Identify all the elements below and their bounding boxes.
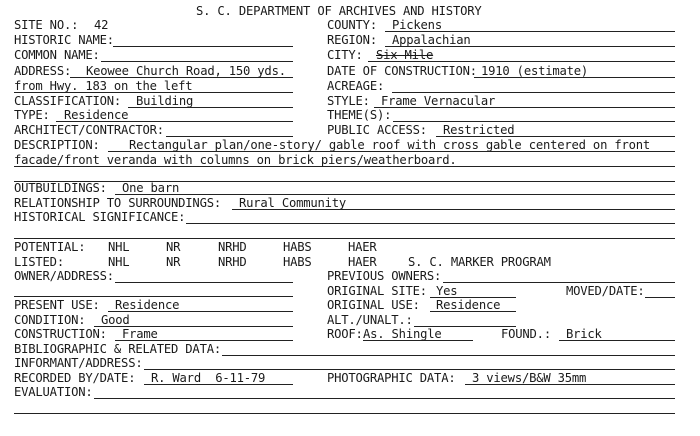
- present-use-line: [108, 311, 293, 312]
- biblio-line: [222, 355, 675, 356]
- roof-value: As. Shingle: [363, 327, 442, 341]
- region-line: [385, 46, 675, 47]
- themes-label: THEME(S):: [327, 108, 392, 122]
- county-label: COUNTY:: [327, 18, 377, 32]
- original-site-label: ORIGINAL SITE:: [327, 284, 427, 298]
- address-value-2: from Hwy. 183 on the left: [14, 79, 193, 93]
- evaluation-line-1: [94, 398, 675, 399]
- potential-nr: NR: [166, 240, 181, 254]
- acreage-line: [392, 92, 675, 93]
- type-line: [56, 121, 293, 122]
- previous-owners-line: [443, 282, 675, 283]
- address-label: ADDRESS:: [14, 64, 72, 78]
- potential-haer: HAER: [348, 240, 377, 254]
- condition-value: Good: [101, 313, 130, 327]
- moved-label: MOVED/DATE:: [566, 284, 645, 298]
- address-value-1: Keowee Church Road, 150 yds.: [86, 64, 286, 78]
- acreage-label: ACREAGE:: [327, 79, 385, 93]
- historic-name-line: [113, 46, 293, 47]
- public-access-label: PUBLIC ACCESS:: [327, 123, 427, 137]
- original-use-value: Residence: [436, 298, 501, 312]
- region-label: REGION:: [327, 33, 377, 47]
- date-line: [474, 77, 675, 78]
- address-line-1: [70, 77, 293, 78]
- construction-value: Frame: [122, 327, 158, 341]
- recorded-line: [144, 384, 293, 385]
- construction-label: CONSTRUCTION:: [14, 327, 107, 341]
- description-rule-1: [108, 151, 675, 152]
- surroundings-line: [232, 209, 675, 210]
- previous-owners-label: PREVIOUS OWNERS:: [327, 269, 442, 283]
- construction-line: [115, 340, 293, 341]
- style-line: [374, 107, 675, 108]
- recorded-value: R. Ward 6-11-79: [151, 371, 266, 385]
- alt-label: ALT./UNALT.:: [327, 313, 413, 327]
- outbuildings-line: [115, 194, 675, 195]
- classification-value: Building: [136, 94, 194, 108]
- city-line: [368, 61, 675, 62]
- historic-name-label: HISTORIC NAME:: [14, 33, 114, 47]
- description-rule-2: [14, 166, 675, 167]
- photo-line: [465, 384, 675, 385]
- outbuildings-value: One barn: [122, 181, 180, 195]
- common-name-line: [101, 61, 293, 62]
- date-label: DATE OF CONSTRUCTION:: [327, 64, 477, 78]
- description-rule-3: [14, 181, 675, 182]
- listed-habs: HABS: [283, 255, 312, 269]
- recorded-label: RECORDED BY/DATE:: [14, 371, 136, 385]
- photo-label: PHOTOGRAPHIC DATA:: [327, 371, 456, 385]
- significance-rule-2: [14, 238, 675, 239]
- found-label: FOUND.:: [501, 327, 551, 341]
- county-line: [385, 31, 675, 32]
- style-value: Frame Vernacular: [381, 94, 496, 108]
- classification-line: [128, 107, 293, 108]
- significance-line: [186, 223, 675, 224]
- description-label: DESCRIPTION:: [14, 138, 100, 152]
- potential-nrhd: NRHD: [218, 240, 247, 254]
- owner-line-2: [14, 296, 293, 297]
- outbuildings-label: OUTBUILDINGS:: [14, 181, 107, 195]
- public-access-value: Restricted: [443, 123, 515, 137]
- architect-line: [166, 136, 293, 137]
- owner-line-1: [115, 282, 293, 283]
- original-site-value: Yes: [436, 284, 458, 298]
- found-line: [559, 340, 675, 341]
- surroundings-label: RELATIONSHIP TO SURROUNDINGS:: [14, 196, 221, 210]
- architect-label: ARCHITECT/CONTRACTOR:: [14, 123, 164, 137]
- description-line-1: Rectangular plan/one-story/ gable roof with cross gable centered on front: [129, 138, 651, 152]
- present-use-value: Residence: [115, 298, 180, 312]
- city-label: CITY:: [327, 48, 363, 62]
- public-access-line: [436, 136, 675, 137]
- listed-nr: NR: [166, 255, 181, 269]
- roof-line: [363, 340, 473, 341]
- type-value: Residence: [64, 108, 129, 122]
- original-use-line: [430, 311, 516, 312]
- listed-nhl: NHL: [108, 255, 130, 269]
- city-value: Six Mile: [376, 48, 434, 62]
- listed-label: LISTED:: [14, 255, 64, 269]
- moved-line: [645, 297, 675, 298]
- marker-program: S. C. MARKER PROGRAM: [408, 255, 551, 269]
- photo-value: 3 views/B&W 35mm: [472, 371, 587, 385]
- address-line-2: [14, 92, 293, 93]
- biblio-label: BIBLIOGRAPHIC & RELATED DATA:: [14, 342, 221, 356]
- evaluation-line-2: [14, 413, 675, 414]
- potential-habs: HABS: [283, 240, 312, 254]
- found-value: Brick: [566, 327, 602, 341]
- evaluation-label: EVALUATION:: [14, 385, 93, 399]
- region-value: Appalachian: [392, 33, 471, 47]
- roof-label: ROOF:: [327, 327, 363, 341]
- site-no-value: 42: [94, 18, 109, 32]
- style-label: STYLE:: [327, 94, 370, 108]
- potential-nhl: NHL: [108, 240, 130, 254]
- description-line-2: facade/front veranda with columns on brick piers/weatherboard.: [14, 153, 457, 167]
- county-value: Pickens: [392, 18, 442, 32]
- type-label: TYPE:: [14, 108, 50, 122]
- site-no-label: SITE NO.:: [14, 18, 79, 32]
- classification-label: CLASSIFICATION:: [14, 94, 122, 108]
- date-value: 1910 (estimate): [481, 64, 589, 78]
- form-title: S. C. DEPARTMENT OF ARCHIVES AND HISTORY: [196, 4, 482, 18]
- owner-label: OWNER/ADDRESS:: [14, 269, 114, 283]
- potential-label: POTENTIAL:: [14, 240, 86, 254]
- listed-haer: HAER: [348, 255, 377, 269]
- common-name-label: COMMON NAME:: [14, 48, 100, 62]
- surroundings-value: Rural Community: [239, 196, 347, 210]
- significance-label: HISTORICAL SIGNIFICANCE:: [14, 210, 186, 224]
- listed-nrhd: NRHD: [218, 255, 247, 269]
- condition-label: CONDITION:: [14, 313, 86, 327]
- themes-line: [393, 121, 675, 122]
- informant-label: INFORMANT/ADDRESS:: [14, 356, 143, 370]
- original-use-label: ORIGINAL USE:: [327, 298, 420, 312]
- present-use-label: PRESENT USE:: [14, 298, 100, 312]
- informant-line: [144, 369, 675, 370]
